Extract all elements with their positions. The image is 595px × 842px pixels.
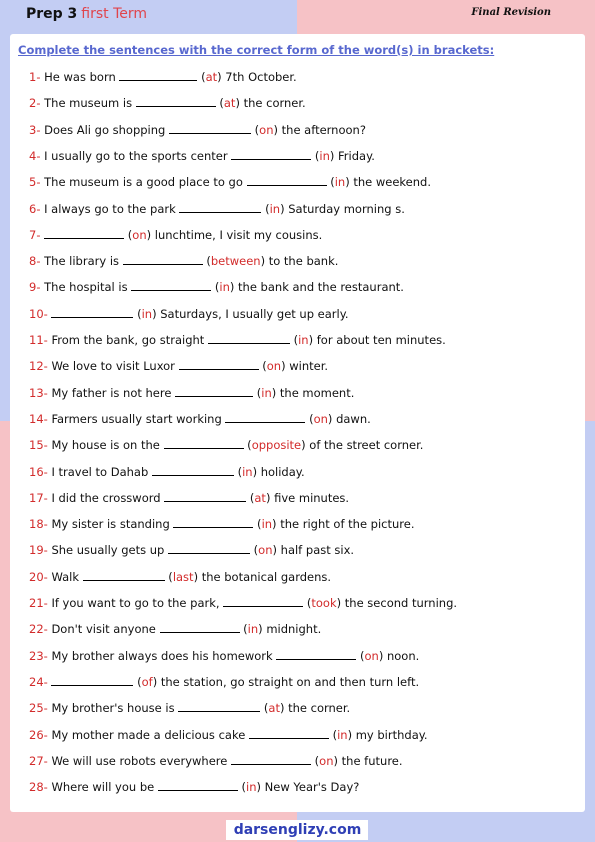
bracket-hint: (on)	[305, 411, 337, 426]
bracket-hint: (in)	[326, 175, 354, 190]
item-text-before: He was born	[44, 70, 120, 84]
bracket-hint: (in)	[239, 622, 267, 637]
hint-word: at	[268, 701, 280, 716]
bracket-hint: (between)	[202, 254, 269, 269]
item-number: 5-	[29, 175, 45, 190]
item-text-after: the right of the picture.	[280, 517, 415, 532]
hint-word: at	[254, 490, 266, 505]
item-number: 10-	[29, 306, 52, 321]
hint-word: on	[266, 359, 282, 374]
item-text-after: half past six.	[280, 543, 355, 558]
hint-word: on	[313, 411, 328, 426]
item-text-before: My father is not here	[51, 385, 176, 400]
item-text-after: the station, go straight on and then turn left.	[160, 674, 420, 689]
bracket-hint: (in)	[253, 517, 281, 532]
bracket-hint: (in)	[237, 780, 265, 795]
exercise-item	[29, 726, 428, 744]
answer-blank[interactable]	[164, 437, 244, 449]
bracket-hint: (in)	[311, 148, 339, 163]
hint-word: in	[269, 201, 281, 216]
item-number: 7-	[29, 227, 45, 242]
item-text-after: Saturday morning s.	[288, 201, 405, 216]
bracket-hint: (at)	[215, 96, 244, 111]
item-text-before: Farmers usually start working	[51, 411, 226, 426]
bracket-hint: (at)	[246, 490, 275, 505]
exercise-item	[29, 121, 366, 139]
answer-blank[interactable]	[225, 411, 305, 423]
item-text-before: My mother made a delicious cake	[51, 727, 249, 742]
item-text-after: 7th October.	[225, 70, 297, 84]
item-number: 23-	[29, 648, 52, 663]
grade-label	[26, 6, 147, 22]
item-text-before: We will use robots everywhere	[51, 753, 232, 768]
exercise-item	[29, 331, 446, 349]
item-number: 22-	[29, 622, 52, 637]
bracket-hint: (in)	[253, 385, 280, 400]
item-number: 26-	[29, 727, 52, 742]
footer-site: darsenglizy.com	[233, 822, 362, 838]
answer-blank[interactable]	[123, 253, 203, 265]
hint-word: on	[132, 227, 147, 242]
answer-blank[interactable]	[83, 569, 165, 581]
item-text-after: five minutes.	[274, 490, 350, 505]
bracket-hint: (in)	[233, 464, 261, 479]
answer-blank[interactable]	[158, 779, 238, 791]
hint-word: on	[258, 543, 273, 558]
page-header	[0, 0, 595, 28]
bracket-hint: (in)	[289, 333, 317, 347]
item-number: 13-	[29, 385, 52, 400]
item-text-after: the second turning.	[344, 596, 458, 610]
item-text-before: I did the crossword	[51, 490, 165, 505]
item-number: 6-	[29, 201, 45, 216]
bracket-hint: (on)	[250, 543, 281, 558]
item-number: 4-	[29, 148, 45, 163]
answer-blank[interactable]	[231, 753, 311, 765]
exercise-item	[29, 173, 431, 191]
exercise-item	[29, 594, 457, 612]
item-text-before: If you want to go to the park,	[51, 596, 224, 610]
item-text-after: to the bank.	[268, 254, 339, 269]
bracket-hint: (of)	[133, 674, 161, 689]
hint-word: at	[205, 70, 218, 84]
exercise-item	[29, 463, 305, 481]
answer-blank[interactable]	[276, 648, 356, 660]
item-text-before: I travel to Dahab	[51, 464, 152, 479]
item-number: 8-	[29, 254, 45, 269]
item-text-before: My house is on the	[51, 438, 164, 453]
item-text-after: holiday.	[260, 464, 305, 479]
hint-word: last	[172, 569, 194, 584]
bracket-hint: (opposite)	[243, 438, 310, 453]
item-text-before: From the bank, go straight	[51, 333, 208, 347]
hint-word: in	[261, 385, 272, 400]
item-text-before: Where will you be	[51, 780, 158, 795]
item-text-before: Walk	[51, 569, 83, 584]
exercise-item	[29, 226, 322, 244]
item-text-after: of the street corner.	[309, 438, 424, 453]
bracket-hint: (in)	[133, 306, 161, 321]
bracket-hint: (on)	[251, 122, 282, 137]
bracket-hint: (on)	[311, 753, 342, 768]
hint-word: in	[247, 622, 259, 637]
exercise-item	[29, 647, 419, 665]
item-number: 19-	[29, 543, 52, 558]
answer-blank[interactable]	[178, 700, 260, 712]
bracket-hint: (on)	[124, 227, 155, 242]
item-text-after: the corner.	[288, 701, 351, 716]
item-number: 16-	[29, 464, 52, 479]
hint-word: in	[141, 306, 153, 321]
answer-blank[interactable]	[173, 516, 253, 528]
item-text-after: noon.	[386, 648, 420, 663]
exercise-item	[29, 410, 371, 428]
item-text-after: for about ten minutes.	[316, 333, 446, 347]
answer-blank[interactable]	[231, 148, 311, 160]
hint-word: in	[246, 780, 257, 795]
exercise-item	[29, 673, 419, 691]
item-text-after: the botanical gardens.	[201, 569, 332, 584]
exercise-item	[29, 357, 328, 375]
answer-blank[interactable]	[136, 95, 216, 107]
exercise-item	[29, 515, 415, 533]
bracket-hint: (in)	[261, 201, 289, 216]
exercise-item	[29, 200, 405, 218]
item-text-before: I usually go to the sports center	[44, 148, 232, 163]
item-text-after: my birthday.	[355, 727, 428, 742]
exercise-item	[29, 147, 375, 165]
exercise-item	[29, 305, 349, 323]
hint-word: of	[141, 674, 153, 689]
item-text-after: the bank and the restaurant.	[238, 280, 404, 295]
item-number: 3-	[29, 122, 45, 137]
item-text-after: Friday.	[338, 148, 375, 163]
exercise-item	[29, 436, 423, 454]
answer-blank[interactable]	[223, 595, 303, 607]
hint-word: in	[261, 517, 273, 532]
item-text-after: the future.	[341, 753, 403, 768]
item-number: 2-	[29, 96, 45, 111]
item-text-before: The hospital is	[44, 280, 132, 295]
item-text-before: I always go to the park	[44, 201, 180, 216]
item-number: 25-	[29, 701, 52, 716]
hint-word: in	[319, 148, 330, 163]
exercise-item	[29, 489, 349, 507]
hint-word: in	[337, 727, 348, 742]
answer-blank[interactable]	[208, 332, 290, 344]
item-number: 28-	[29, 780, 52, 795]
item-number: 27-	[29, 753, 52, 768]
answer-blank[interactable]	[247, 174, 327, 186]
item-text-after: dawn.	[336, 411, 371, 426]
exercise-item	[29, 620, 321, 638]
answer-blank[interactable]	[51, 306, 133, 318]
item-number: 1-	[29, 70, 45, 84]
exercise-item	[29, 68, 297, 86]
answer-blank[interactable]	[51, 674, 133, 686]
answer-blank[interactable]	[164, 490, 246, 502]
item-text-after: Saturdays, I usually get up early.	[160, 306, 349, 321]
hint-word: took	[311, 596, 337, 610]
item-text-before: We love to visit Luxor	[51, 359, 179, 374]
exercise-item	[29, 778, 359, 796]
item-text-before: The museum is a good place to go	[44, 175, 247, 190]
item-number: 11-	[29, 333, 52, 347]
answer-blank[interactable]	[168, 542, 250, 554]
item-number: 14-	[29, 411, 52, 426]
item-text-after: lunchtime, I visit my cousins.	[154, 227, 323, 242]
item-text-after: the weekend.	[353, 175, 431, 190]
revision-title: Final Revision	[471, 7, 551, 18]
exercise-item	[29, 252, 338, 270]
exercise-item	[29, 384, 354, 402]
item-text-before: Does Ali go shopping	[44, 122, 169, 137]
item-text-after: the corner.	[243, 96, 306, 111]
answer-blank[interactable]	[179, 358, 259, 370]
item-text-before: My brother always does his homework	[51, 648, 277, 663]
bracket-hint: (on)	[356, 648, 387, 663]
item-text-before: The library is	[44, 254, 123, 269]
hint-word: at	[223, 96, 236, 111]
item-text-after: midnight.	[266, 622, 322, 637]
item-text-before: My sister is standing	[51, 517, 174, 532]
item-number: 12-	[29, 359, 52, 374]
grade-text: Prep 3	[26, 6, 78, 22]
bracket-hint: (in)	[211, 280, 239, 295]
answer-blank[interactable]	[179, 201, 261, 213]
exercise-item	[29, 541, 354, 559]
bracket-hint: (in)	[328, 727, 356, 742]
instruction-heading: Complete the sentences with the correct form of the word(s) in brackets:	[18, 43, 495, 57]
hint-word: in	[334, 175, 346, 190]
hint-word: in	[298, 333, 309, 347]
exercise-item	[29, 699, 350, 717]
item-number: 18-	[29, 517, 52, 532]
item-text-before: She usually gets up	[51, 543, 169, 558]
bracket-hint: (took)	[303, 596, 345, 610]
exercise-item	[29, 94, 306, 112]
answer-blank[interactable]	[131, 279, 211, 291]
hint-word: in	[242, 464, 253, 479]
item-text-after: the moment.	[279, 385, 355, 400]
bracket-hint: (last)	[164, 569, 202, 584]
answer-blank[interactable]	[119, 69, 197, 81]
exercise-item	[29, 278, 404, 296]
hint-word: between	[210, 254, 261, 269]
bracket-hint: (at)	[260, 701, 289, 716]
item-text-before: The museum is	[44, 96, 136, 111]
answer-blank[interactable]	[160, 621, 240, 633]
answer-blank[interactable]	[169, 122, 251, 134]
exercise-item	[29, 752, 403, 770]
item-number: 9-	[29, 280, 45, 295]
exercise-item	[29, 568, 331, 586]
item-text-before: My brother's house is	[51, 701, 179, 716]
worksheet-card	[10, 34, 585, 812]
item-number: 17-	[29, 490, 52, 505]
item-number: 21-	[29, 596, 52, 610]
hint-word: on	[319, 753, 334, 768]
item-number: 15-	[29, 438, 52, 453]
bracket-hint: (at)	[197, 70, 226, 84]
answer-blank[interactable]	[249, 727, 329, 739]
item-text-before: Don't visit anyone	[51, 622, 160, 637]
hint-word: opposite	[251, 438, 302, 453]
answer-blank[interactable]	[44, 227, 124, 239]
item-text-after: winter.	[289, 359, 329, 374]
hint-word: on	[259, 122, 274, 137]
item-text-after: New Year's Day?	[264, 780, 360, 795]
term-text: first Term	[81, 6, 148, 22]
item-number: 24-	[29, 674, 52, 689]
item-number: 20-	[29, 569, 52, 584]
answer-blank[interactable]	[175, 385, 253, 397]
answer-blank[interactable]	[152, 464, 234, 476]
bracket-hint: (on)	[258, 359, 290, 374]
item-text-after: the afternoon?	[281, 122, 366, 137]
hint-word: in	[219, 280, 230, 295]
hint-word: on	[364, 648, 379, 663]
